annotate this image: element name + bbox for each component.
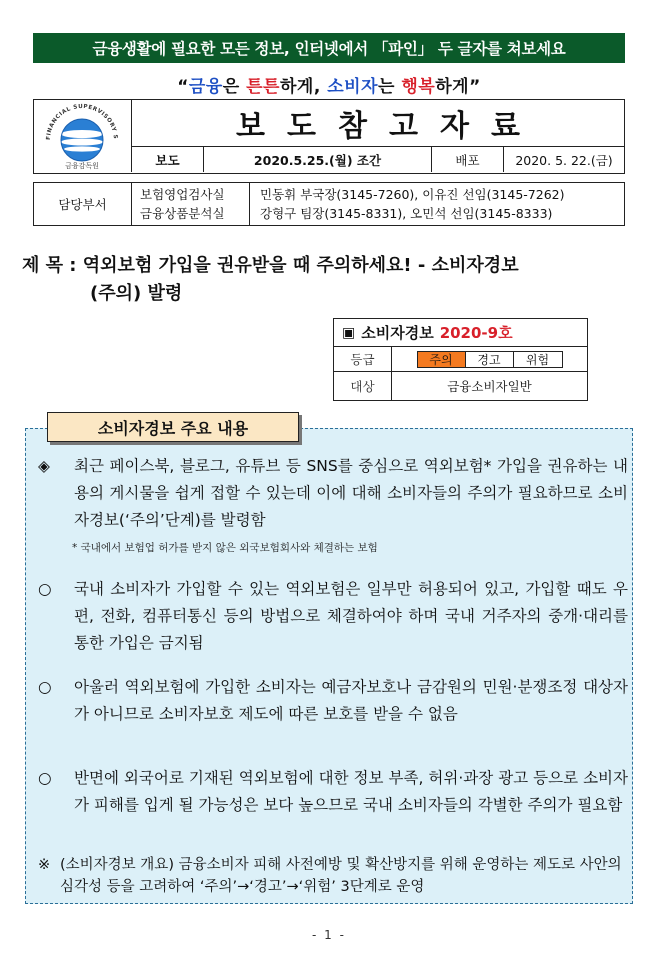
slogan-quote-open: “ [177, 77, 189, 97]
department-contacts [250, 183, 624, 225]
slogan-text: 하게, [279, 77, 328, 97]
logo-arc-text: FINANCIAL SUPERVISORY S [45, 103, 119, 141]
circle-bullet-icon: ○ [38, 678, 52, 696]
press-date: 2020.5.25.(월) 조간 [204, 147, 432, 172]
slogan-text: 하게 [435, 77, 470, 97]
alert-grade-row [334, 347, 587, 372]
alert-level-scale [417, 351, 563, 368]
bullet-text: 아울러 역외보험에 가입한 소비자는 예금자보호나 금감원의 민원·분쟁조정 대상자가 아니므로 소비자보호 제도에 따른 보호를 받을 수 없음 [74, 678, 628, 723]
target-label: 대상 [334, 372, 392, 400]
subject-line-1: 제 목 : 역외보험 가입을 권유받을 때 주의하세요! - 소비자경보 [22, 255, 519, 276]
document-header-table [33, 99, 625, 174]
distribution-label: 배포 [432, 147, 504, 172]
bullet-paragraph [38, 765, 628, 819]
fss-logo-icon [34, 100, 130, 172]
level-warning: 경고 [466, 352, 514, 367]
subject-heading [22, 252, 642, 308]
release-row [132, 147, 624, 172]
page-number: - 1 - [312, 928, 346, 942]
department-unit: 보험영업검사실 [140, 187, 225, 202]
alert-summary-note [38, 854, 626, 898]
subject-line-2: (주의) 발령 [90, 283, 183, 304]
department-unit: 금융상품분석실 [140, 206, 225, 221]
circle-bullet-icon: ○ [38, 580, 52, 598]
top-banner [33, 33, 625, 63]
bullet-paragraph [38, 674, 628, 728]
lead-paragraph [38, 453, 628, 534]
alert-header [334, 319, 587, 347]
reference-mark-icon: ※ [38, 857, 51, 873]
slogan-word-consumer: 소비자 [327, 77, 378, 97]
grade-label: 등급 [334, 347, 392, 371]
circle-bullet-icon: ○ [38, 769, 52, 787]
footnote: * 국내에서 보험업 허가를 받지 않은 외국보험회사와 체결하는 보험 [72, 542, 378, 554]
lead-paragraph-text: 최근 페이스북, 블로그, 유튜브 등 SNS를 중심으로 역외보험* 가입을 권유하는 내용의 게시물을 쉽게 접할 수 있는데 이에 대해 소비자들의 주의가 필요하므로 소비자경보(‘주의’단계)를 발령함 [74, 457, 628, 529]
grade-value [392, 347, 587, 371]
alert-number: 2020-9호 [439, 324, 513, 342]
slogan-word-happy: 행복 [401, 77, 436, 97]
bullet-paragraph [38, 576, 628, 657]
consumer-alert-box [333, 318, 588, 401]
summary-text: (소비자경보 개요) 금융소비자 피해 사전예방 및 확산방지를 위해 운영하는 제도로 사안의 심각성 등을 고려하여 ‘주의’→‘경고’→‘위험’ 3단계로 운영 [60, 857, 622, 895]
slogan-text: 는 [378, 77, 402, 97]
bullet-text: 반면에 외국어로 기재된 역외보험에 대한 정보 부족, 허위·과장 광고 등으로 소비자가 피해를 입게 될 가능성은 보다 높으므로 국내 소비자들의 각별한 주의가 필요함 [74, 769, 628, 814]
slogan-word-finance: 금융 [188, 77, 223, 97]
alert-title: 소비자경보 [361, 324, 434, 342]
level-danger: 위험 [525, 352, 550, 367]
logo-label: 금융감독원 [65, 162, 99, 170]
level-caution: 주의 [418, 352, 466, 367]
slogan-word-sound: 튼튼 [246, 77, 280, 97]
target-value: 금융소비자일반 [447, 379, 532, 394]
square-bullet-icon: ▣ [342, 324, 356, 341]
contact-line: 민동휘 부국장(3145-7260), 이유진 선임(3145-7262) [260, 187, 565, 202]
doc-type-title: 보도참고자료 [132, 100, 624, 147]
diamond-bullet-icon: ◈ [38, 457, 50, 475]
main-section-tab: 소비자경보 주요 내용 [47, 412, 299, 442]
department-units [132, 183, 250, 225]
slogan [0, 72, 658, 97]
bullet-text: 국내 소비자가 가입할 수 있는 역외보험은 일부만 허용되어 있고, 가입할 때도 우편, 전화, 컴퓨터통신 등의 방법으로 체결하여야 하며 국내 거주자의 중개·대리를 통한 가입은 금지됨 [74, 580, 628, 652]
slogan-text: 은 [222, 77, 247, 97]
press-label: 보도 [132, 147, 204, 172]
distribution-date: 2020. 5. 22.(금) [515, 152, 613, 168]
fss-logo [34, 100, 132, 172]
slogan-quote-close: ” [469, 77, 481, 97]
department-table [33, 182, 625, 226]
department-label: 담당부서 [34, 183, 132, 225]
banner-text: 금융생활에 필요한 모든 정보, 인터넷에서 「파인」 두 글자를 쳐보세요 [92, 40, 566, 58]
alert-target-row [334, 372, 587, 400]
contact-line: 강형구 팀장(3145-8331), 오민석 선임(3145-8333) [260, 206, 553, 221]
